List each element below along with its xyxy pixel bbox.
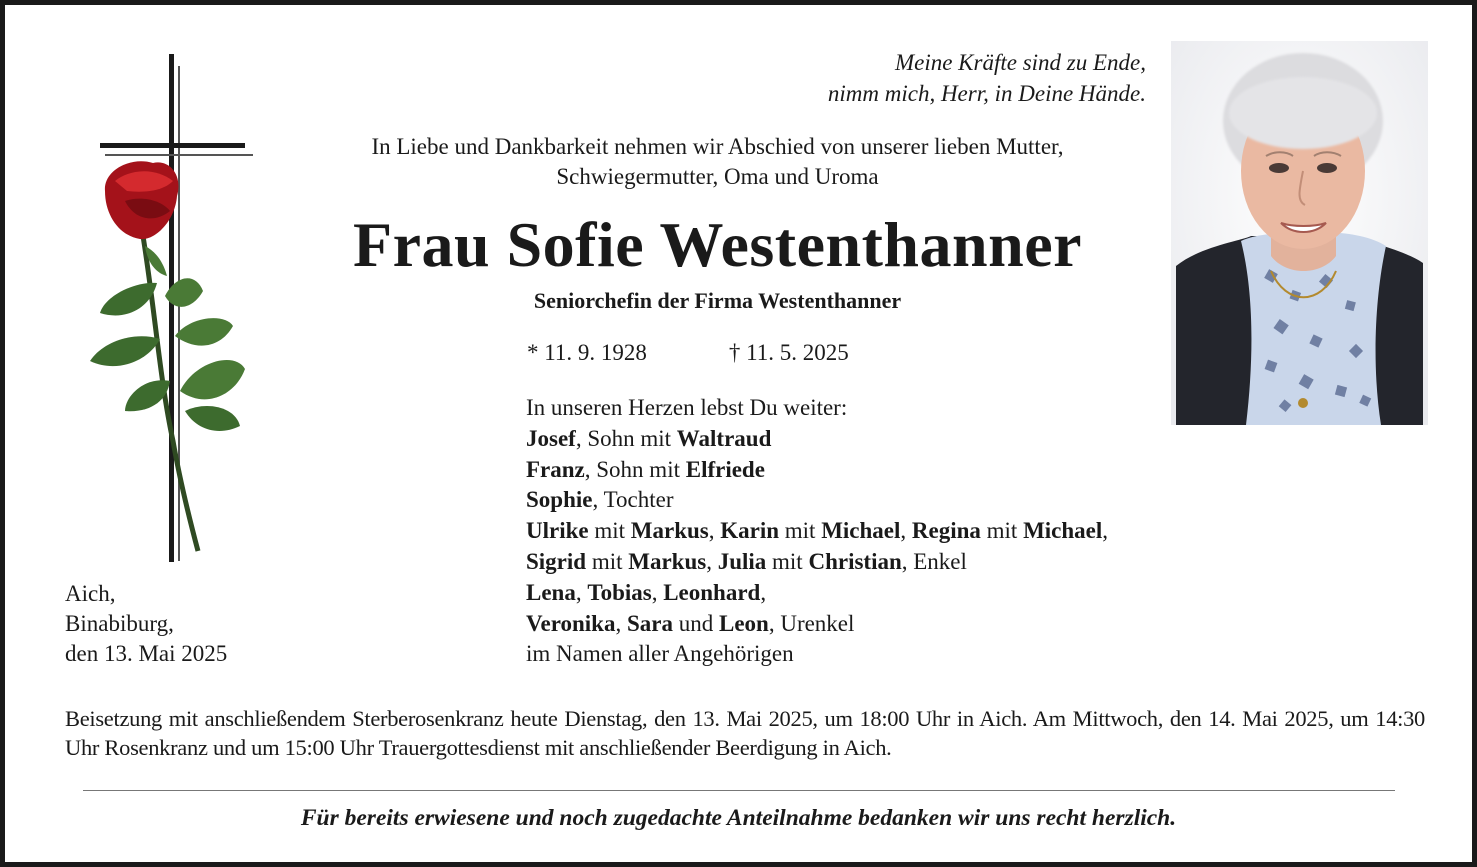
- deceased-name: Frau Sofie Westenthanner: [352, 209, 1083, 280]
- poem-line: nimm mich, Herr, in Deine Hände.: [827, 81, 1146, 106]
- family-line: Ulrike mit Markus, Karin mit Michael, Regina mit Michael,: [526, 518, 1109, 544]
- intro-line: Schwiegermutter, Oma und Uroma: [556, 164, 879, 189]
- poem: [828, 47, 1146, 109]
- family-heading: In unseren Herzen lebst Du weiter:: [526, 395, 848, 420]
- deceased-subtitle: Seniorchefin der Firma Westenthanner: [533, 288, 902, 313]
- birth-date: * 11. 9. 1928: [527, 340, 647, 365]
- poem-line: Meine Kräfte sind zu Ende,: [894, 50, 1146, 75]
- place-line: Binabiburg,: [65, 611, 174, 636]
- family-line: Sigrid mit Markus, Julia mit Christian, Enkel: [526, 548, 967, 574]
- family-list: [526, 393, 1108, 670]
- intro-text: [245, 132, 1190, 192]
- family-line: Lena, Tobias, Leonhard,: [526, 579, 767, 605]
- intro-line: In Liebe und Dankbarkeit nehmen wir Abschied von unserer lieben Mutter,: [371, 134, 1064, 159]
- cross-with-rose-icon: [85, 51, 260, 566]
- place-date: [65, 579, 227, 669]
- family-closing: im Namen aller Angehörigen: [526, 641, 794, 667]
- place-line: den 13. Mai 2025: [65, 641, 228, 666]
- death-date: † 11. 5. 2025: [728, 340, 849, 365]
- portrait-photo: [1171, 41, 1428, 425]
- family-line: Sophie, Tochter: [526, 487, 674, 513]
- family-line: Franz, Sohn mit Elfriede: [526, 456, 765, 482]
- life-dates: [527, 339, 849, 367]
- family-line: Veronika, Sara und Leon, Urenkel: [526, 610, 855, 636]
- funeral-info: Beisetzung mit anschließendem Sterberosenkranz heute Dienstag, den 13. Mai 2025, um 18:00 Uhr in Aich. Am Mittwoch, den 14. Mai 2025, um 14:30 Uhr Rosenkranz und um 15:00 Uhr Trauergottesdienst mit anschließender Beerdigung in Aich.: [65, 706, 1425, 760]
- divider: [83, 790, 1395, 791]
- place-line: Aich,: [65, 581, 116, 606]
- family-line: Josef, Sohn mit Waltraud: [526, 425, 772, 451]
- thanks-note: Für bereits erwiesene und noch zugedachte Anteilnahme bedanken wir uns recht herzlich.: [300, 805, 1177, 831]
